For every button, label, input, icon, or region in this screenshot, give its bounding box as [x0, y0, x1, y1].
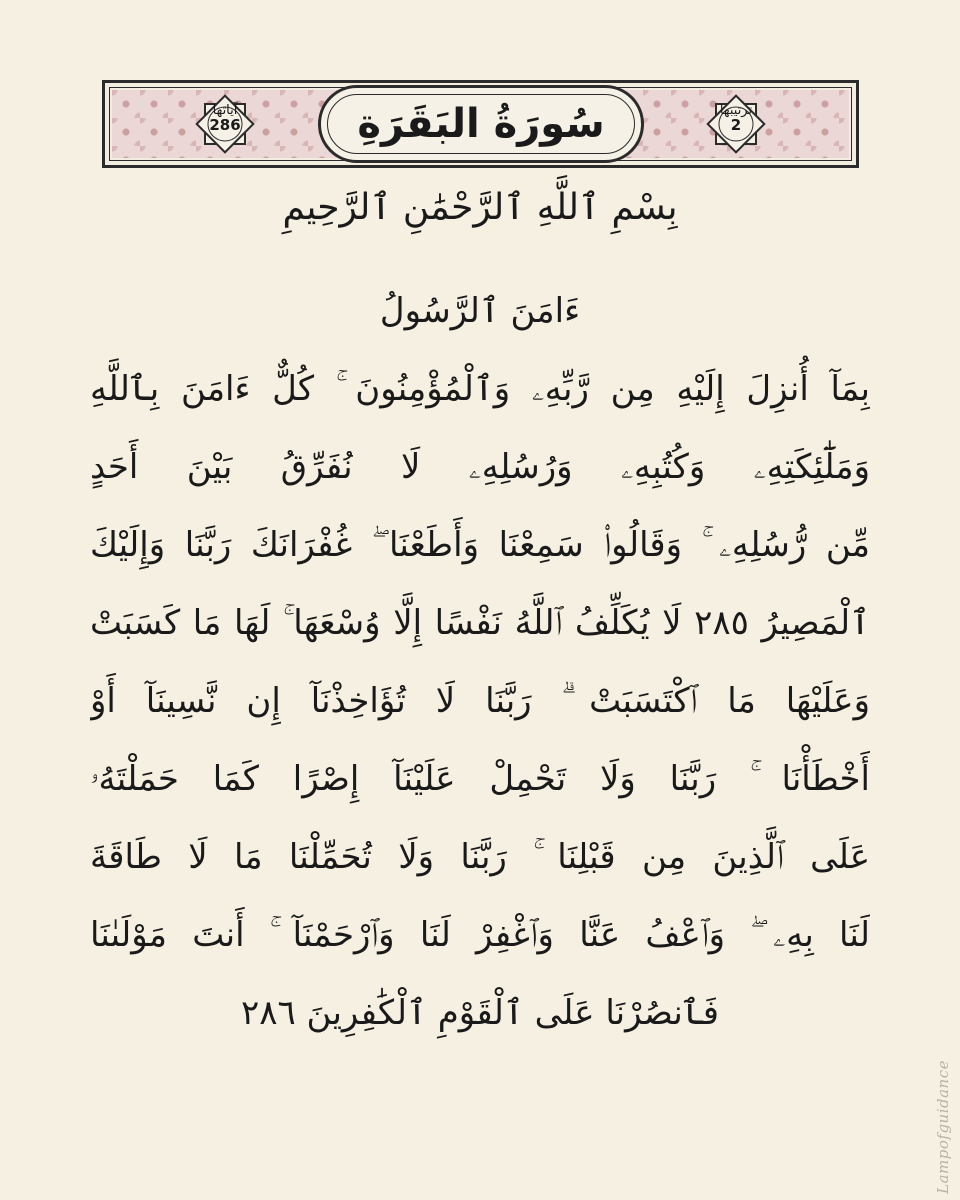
watermark: Lampofguidance	[934, 1060, 952, 1194]
verse-line: أَخْطَأْنَا ۚ رَبَّنَا وَلَا تَحْمِلْ عَلَيْنَآ إِصْرًا كَمَا حَمَلْتَهُۥ	[90, 759, 870, 799]
verse-count-badge	[193, 92, 257, 156]
surah-title-cartouche	[318, 85, 644, 163]
surah-order-badge	[704, 92, 768, 156]
surah-order-value: 2	[730, 115, 742, 134]
verse-line: فَٱنصُرْنَا عَلَى ٱلْقَوْمِ ٱلْكَٰفِرِينَ ٢٨٦	[240, 993, 720, 1033]
verse-count-label: آياتها	[212, 103, 238, 118]
surah-order-label: ترتيبها	[719, 103, 753, 118]
verse-line: ٱلْمَصِيرُ ٢٨٥ لَا يُكَلِّفُ ٱللَّهُ نَفْسًا إِلَّا وُسْعَهَا ۚ لَهَا مَا كَسَبَتْ	[90, 603, 870, 643]
verse-line: عَلَى ٱلَّذِينَ مِن قَبْلِنَا ۚ رَبَّنَا وَلَا تُحَمِّلْنَا مَا لَا طَاقَةَ	[90, 837, 870, 877]
verse-count-value: 286	[209, 115, 241, 134]
verse-line: وَعَلَيْهَا مَا ٱكْتَسَبَتْ ۗ رَبَّنَا لَا تُؤَاخِذْنَآ إِن نَّسِينَآ أَوْ	[90, 681, 870, 721]
basmala: بِسْمِ ٱللَّهِ ٱلرَّحْمَٰنِ ٱلرَّحِيمِ	[282, 187, 678, 228]
verse-line: مِّن رُّسُلِهِۦ ۚ وَقَالُوا۟ سَمِعْنَا وَأَطَعْنَا ۖ غُفْرَانَكَ رَبَّنَا وَإِلَيْكَ	[90, 525, 870, 565]
surah-title: سُورَةُ البَقَرَةِ	[357, 101, 605, 147]
verse-line: ءَامَنَ ٱلرَّسُولُ	[379, 291, 581, 331]
surah-header-frame	[102, 80, 859, 168]
verse-line: لَنَا بِهِۦ ۖ وَٱعْفُ عَنَّا وَٱغْفِرْ لَنَا وَٱرْحَمْنَآ ۚ أَنتَ مَوْلَىٰنَا	[90, 915, 870, 955]
verse-text-block	[90, 272, 870, 1052]
verse-line: وَمَلَٰٓئِكَتِهِۦ وَكُتُبِهِۦ وَرُسُلِهِۦ لَا نُفَرِّقُ بَيْنَ أَحَدٍ	[90, 447, 870, 487]
verse-line: بِمَآ أُنزِلَ إِلَيْهِ مِن رَّبِّهِۦ وَٱلْمُؤْمِنُونَ ۚ كُلٌّ ءَامَنَ بِٱللَّهِ	[90, 369, 870, 409]
